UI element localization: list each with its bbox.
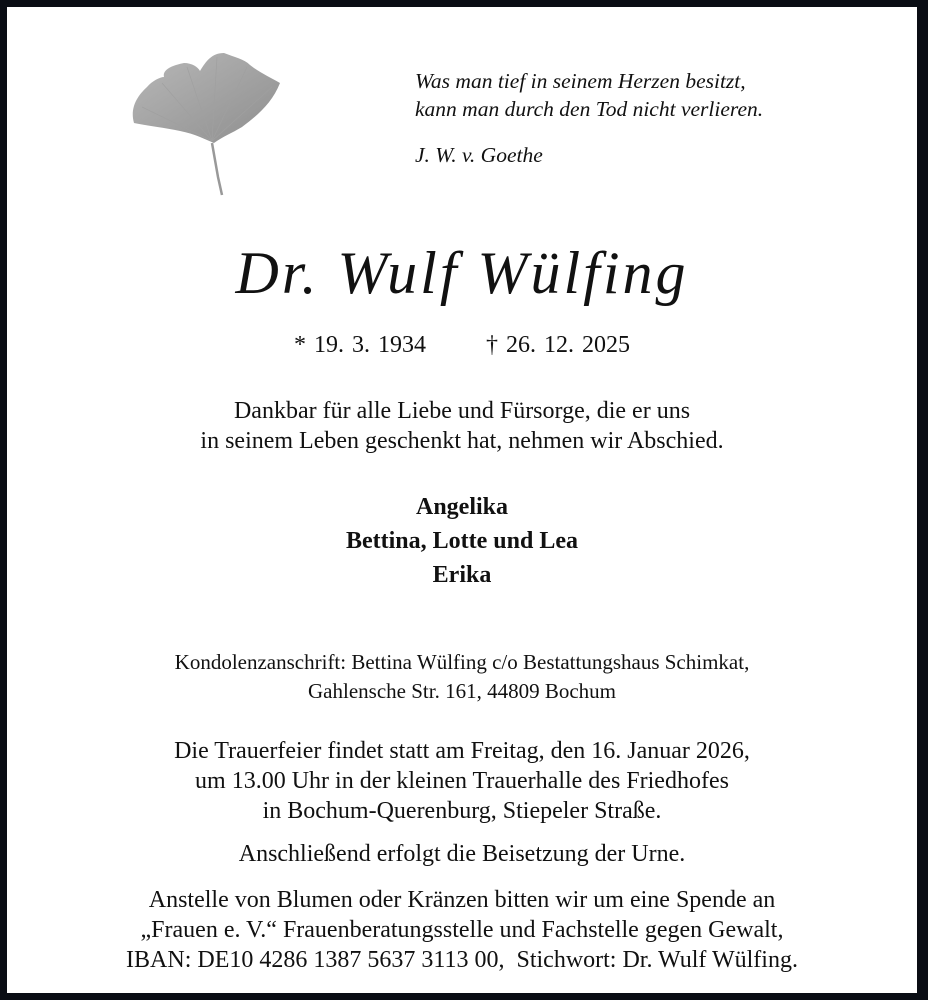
text-line: „Frauen e. V.“ Frauenberatungsstelle und Fachstelle gegen Gewalt,: [140, 917, 784, 943]
text-line: IBAN: DE10 4286 1387 5637 3113 00, Stichwort: Dr. Wulf Wülfing.: [126, 947, 798, 973]
text-line: Gahlensche Str. 161, 44809 Bochum: [308, 679, 616, 703]
gratitude-text: [7, 396, 917, 456]
text-line: Anstelle von Blumen oder Kränzen bitten wir um eine Spende an: [148, 887, 776, 913]
family-line: Bettina, Lotte und Lea: [345, 528, 578, 554]
family-names: [7, 490, 917, 592]
obituary-notice: [7, 7, 917, 993]
life-dates: [7, 332, 917, 359]
birth-date: * 19. 3. 1934: [294, 332, 426, 358]
text-line: Die Trauerfeier findet statt am Freitag, den 16. Januar 2026,: [174, 738, 750, 764]
ceremony-info: [7, 736, 917, 826]
family-line: Angelika: [415, 494, 508, 520]
donation-info: [7, 885, 917, 975]
death-date: † 26. 12. 2025: [486, 332, 630, 358]
text-line: um 13.00 Uhr in der kleinen Trauerhalle des Friedhofes: [195, 768, 729, 794]
quote-line: Was man tief in seinem Herzen besitzt,: [415, 69, 746, 93]
text-line: Kondolenzanschrift: Bettina Wülfing c/o Bestattungshaus Schimkat,: [174, 650, 750, 674]
quote-line: kann man durch den Tod nicht verlieren.: [415, 97, 764, 121]
condolence-address: [7, 648, 917, 706]
family-line: Erika: [432, 562, 492, 588]
quote: [415, 67, 763, 123]
text-line: in Bochum-Querenburg, Stiepeler Straße.: [262, 798, 662, 824]
ginkgo-leaf-icon: [122, 47, 282, 197]
burial-info: Anschließend erfolgt die Beisetzung der Urne.: [238, 841, 686, 867]
text-line: in seinem Leben geschenkt hat, nehmen wir Abschied.: [200, 428, 724, 454]
text-line: Dankbar für alle Liebe und Fürsorge, die er uns: [233, 398, 691, 424]
deceased-name: Dr. Wulf Wülfing: [235, 240, 689, 306]
quote-author: J. W. v. Goethe: [415, 143, 543, 167]
